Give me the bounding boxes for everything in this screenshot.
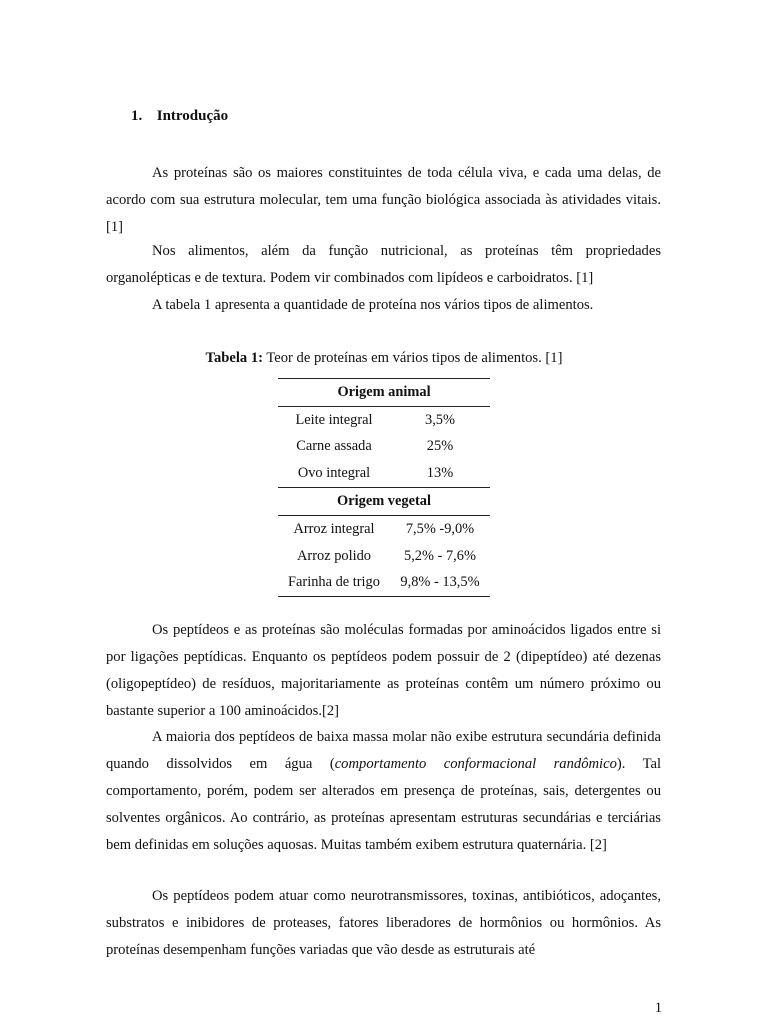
protein-table — [278, 378, 490, 597]
table-row — [278, 543, 490, 570]
paragraph-1: As proteínas são os maiores constituintes de toda célula viva, e cada uma delas, de acordo com sua estrutura molecular, tem uma função biológica associada às atividades vitais. [1] — [106, 165, 661, 235]
table-group-header — [278, 488, 490, 516]
food-name: Farinha de trigo — [278, 570, 390, 597]
paragraph-5-text-b: ). Tal comportamento, porém, podem ser alterados em presença de proteínas, sais, detergentes ou solventes orgânicos. Ao contrário, as proteínas apresentam estruturas secundárias e terciárias bem definidas em soluções aquosas. Muitas também exibem estrutura quaternária. [2] — [106, 756, 661, 853]
group-title: Origem vegetal — [278, 488, 490, 516]
group-title: Origem animal — [278, 379, 490, 407]
table-row — [278, 570, 490, 597]
table-row — [278, 406, 490, 433]
food-name: Arroz polido — [297, 547, 371, 564]
paragraph-2: Nos alimentos, além da função nutricional, as proteínas têm propriedades organolépticas e de textura. Podem vir combinados com lipídeos e carboidratos. [1] — [106, 243, 661, 286]
table-row — [278, 434, 490, 461]
paragraph-6: Os peptídeos podem atuar como neurotransmissores, toxinas, antibióticos, adoçantes, substratos e inibidores de proteases, fatores liberadores de hormônios ou hormônios. As proteínas desempenham funções variadas que vão desde as estruturais até — [106, 888, 661, 958]
paragraph-5 — [106, 724, 661, 859]
table-caption-text: Teor de proteínas em vários tipos de alimentos. [1] — [263, 350, 563, 366]
paragraph-4: Os peptídeos e as proteínas são moléculas formadas por aminoácidos ligados entre si por ligações peptídicas. Enquanto os peptídeos podem possuir de 2 (dipeptídeo) até dezenas (oligopeptídeo) de resíduos, majoritariamente as proteínas contêm um número próximo ou bastante superior a 100 aminoácidos.[2] — [106, 622, 661, 719]
protein-value: 7,5% -9,0% — [405, 520, 475, 537]
food-name: Arroz integral — [293, 520, 375, 537]
section-heading — [131, 106, 228, 126]
paragraph-5-text-a: A maioria dos peptídeos de baixa massa molar não exibe estrutura secundária definida quando dissolvidos em água ( — [106, 729, 661, 772]
food-name: Leite integral — [295, 411, 373, 428]
section-number: 1. — [131, 108, 143, 124]
food-name: Carne assada — [296, 438, 372, 455]
protein-value: 25% — [426, 438, 454, 455]
table-caption — [0, 347, 768, 369]
protein-value: 9,8% - 13,5% — [390, 570, 490, 597]
table-row — [278, 515, 490, 542]
protein-value: 3,5% — [425, 411, 455, 428]
paragraph-5-emphasis: comportamento conformacional randômico — [334, 756, 617, 772]
page-number: 1 — [654, 1000, 662, 1016]
protein-value: 5,2% - 7,6% — [404, 547, 476, 564]
table-group-header — [278, 379, 490, 407]
table-caption-label: Tabela 1: — [205, 350, 263, 366]
section-title: Introdução — [156, 108, 229, 124]
protein-value: 13% — [426, 465, 454, 482]
table-row — [278, 460, 490, 487]
paragraph-3: A tabela 1 apresenta a quantidade de proteína nos vários tipos de alimentos. — [152, 297, 594, 313]
food-name: Ovo integral — [297, 465, 371, 482]
